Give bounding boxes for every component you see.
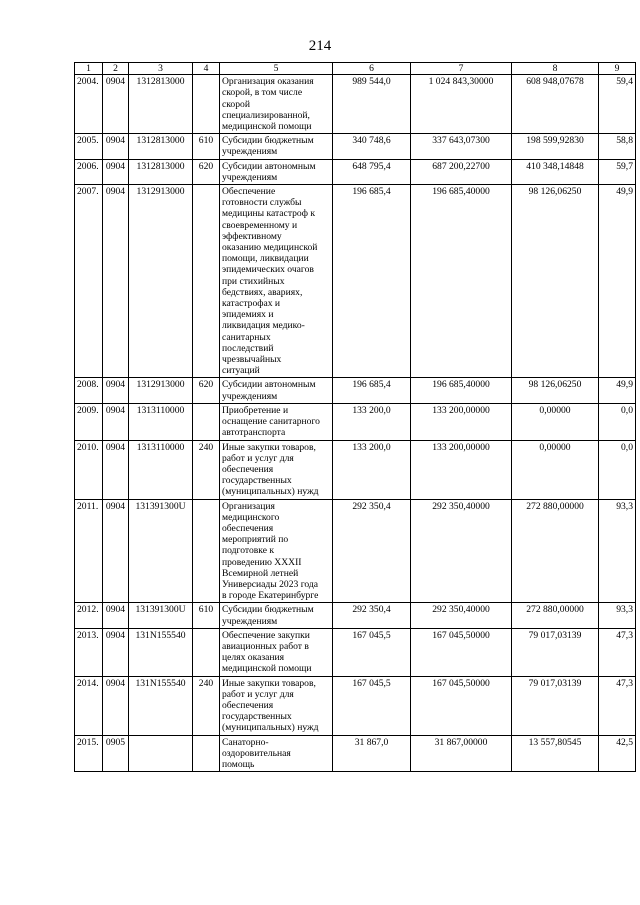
- approved-amount-cell: 648 795,4: [333, 159, 411, 184]
- item-name-line: учреждениям: [222, 171, 278, 183]
- item-name-line: работ и услуг для: [222, 452, 294, 464]
- expense-type-cell: [193, 75, 220, 134]
- target-code-cell: 131391300U: [129, 603, 193, 628]
- item-name-line: авиационных работ в: [222, 640, 309, 652]
- table-row: [75, 75, 636, 134]
- item-name-cell: [220, 603, 333, 628]
- expense-type-cell: [193, 499, 220, 603]
- item-name-line: ситуаций: [222, 365, 260, 377]
- refined-amount-cell: 196 685,40000: [411, 185, 512, 378]
- refined-amount-cell: 196 685,40000: [411, 378, 512, 403]
- header-cell: 1: [75, 63, 103, 75]
- item-name-line: санитарных: [222, 331, 271, 343]
- row-number-cell: 2010.: [75, 440, 103, 499]
- refined-amount-cell: 167 045,50000: [411, 676, 512, 735]
- table-row: [75, 403, 636, 440]
- approved-amount-cell: 989 544,0: [333, 75, 411, 134]
- target-code-cell: 131391300U: [129, 499, 193, 603]
- item-name-cell: [220, 499, 333, 603]
- item-name-line: оказанию медицинской: [222, 242, 318, 254]
- item-name-line: скорой, в том числе: [222, 87, 303, 99]
- item-name-line: помощи, ликвидации: [222, 253, 309, 265]
- approved-amount-cell: 133 200,0: [333, 440, 411, 499]
- item-name-line: своевременному и: [222, 219, 298, 231]
- expense-type-cell: [193, 185, 220, 378]
- item-name-line: ликвидация медико-: [222, 320, 305, 332]
- executed-amount-cell: 79 017,03139: [512, 628, 599, 676]
- expense-type-cell: [193, 735, 220, 772]
- section-code-cell: 0904: [103, 440, 129, 499]
- expense-type-cell: 620: [193, 378, 220, 403]
- section-code-cell: 0904: [103, 185, 129, 378]
- header-cell: 5: [220, 63, 333, 75]
- item-name-line: бедствиях, авариях,: [222, 286, 303, 298]
- item-name-line: целях оказания: [222, 652, 285, 664]
- refined-amount-cell: 133 200,00000: [411, 403, 512, 440]
- item-name-line: эффективному: [222, 230, 282, 242]
- item-name-cell: [220, 735, 333, 772]
- item-name-line: Организация оказания: [222, 76, 314, 88]
- percent-cell: 47,3: [599, 628, 636, 676]
- item-name-cell: [220, 628, 333, 676]
- executed-amount-cell: 272 880,00000: [512, 499, 599, 603]
- item-name-line: учреждениям: [222, 146, 278, 158]
- page-number: 214: [308, 38, 332, 54]
- table-row: [75, 676, 636, 735]
- executed-amount-cell: 98 126,06250: [512, 185, 599, 378]
- refined-amount-cell: 687 200,22700: [411, 159, 512, 184]
- header-cell: 2: [103, 63, 129, 75]
- executed-amount-cell: 13 557,80545: [512, 735, 599, 772]
- section-code-cell: 0904: [103, 134, 129, 159]
- executed-amount-cell: 98 126,06250: [512, 378, 599, 403]
- header-cell: 9: [599, 63, 636, 75]
- executed-amount-cell: 608 948,07678: [512, 75, 599, 134]
- item-name-line: последствий: [222, 342, 274, 354]
- approved-amount-cell: 340 748,6: [333, 134, 411, 159]
- refined-amount-cell: 31 867,00000: [411, 735, 512, 772]
- header-cell: 7: [411, 63, 512, 75]
- header-cell: 6: [333, 63, 411, 75]
- section-code-cell: 0905: [103, 735, 129, 772]
- item-name-cell: [220, 75, 333, 134]
- target-code-cell: 131N155540: [129, 628, 193, 676]
- section-code-cell: 0904: [103, 75, 129, 134]
- section-code-cell: 0904: [103, 378, 129, 403]
- item-name-line: Организация: [222, 500, 275, 512]
- section-code-cell: 0904: [103, 159, 129, 184]
- item-name-line: медицинской помощи: [222, 121, 312, 133]
- item-name-line: в городе Екатеринбурге: [222, 590, 319, 602]
- row-number-cell: 2008.: [75, 378, 103, 403]
- percent-cell: 0,0: [599, 403, 636, 440]
- item-name-line: работ и услуг для: [222, 688, 294, 700]
- executed-amount-cell: 198 599,92830: [512, 134, 599, 159]
- item-name-line: Обеспечение: [222, 186, 276, 198]
- row-number-cell: 2011.: [75, 499, 103, 603]
- item-name-line: катастрофах и: [222, 298, 281, 310]
- item-name-line: (муниципальных) нужд: [222, 722, 319, 734]
- header-cell: 8: [512, 63, 599, 75]
- row-number-cell: 2007.: [75, 185, 103, 378]
- refined-amount-cell: 292 350,40000: [411, 603, 512, 628]
- percent-cell: 59,4: [599, 75, 636, 134]
- expense-type-cell: [193, 403, 220, 440]
- item-name-line: Субсидии автономным: [222, 379, 316, 391]
- target-code-cell: 1313110000: [129, 440, 193, 499]
- executed-amount-cell: 79 017,03139: [512, 676, 599, 735]
- percent-cell: 93,3: [599, 499, 636, 603]
- item-name-line: государственных: [222, 711, 292, 723]
- table-row: [75, 378, 636, 403]
- target-code-cell: 131N155540: [129, 676, 193, 735]
- table-row: [75, 159, 636, 184]
- expense-type-cell: 240: [193, 440, 220, 499]
- refined-amount-cell: 292 350,40000: [411, 499, 512, 603]
- table-row: [75, 440, 636, 499]
- item-name-line: эпидемических очагов: [222, 264, 314, 276]
- percent-cell: 42,5: [599, 735, 636, 772]
- percent-cell: 58,8: [599, 134, 636, 159]
- item-name-line: государственных: [222, 475, 292, 487]
- item-name-line: обеспечения: [222, 522, 274, 534]
- executed-amount-cell: 0,00000: [512, 403, 599, 440]
- approved-amount-cell: 31 867,0: [333, 735, 411, 772]
- percent-cell: 49,9: [599, 185, 636, 378]
- approved-amount-cell: 167 045,5: [333, 628, 411, 676]
- approved-amount-cell: 133 200,0: [333, 403, 411, 440]
- target-code-cell: 1312813000: [129, 134, 193, 159]
- expense-type-cell: 620: [193, 159, 220, 184]
- item-name-line: Субсидии бюджетным: [222, 604, 314, 616]
- target-code-cell: 1312913000: [129, 378, 193, 403]
- item-name-line: готовности службы: [222, 197, 302, 209]
- row-number-cell: 2013.: [75, 628, 103, 676]
- table-row: [75, 603, 636, 628]
- row-number-cell: 2015.: [75, 735, 103, 772]
- target-code-cell: [129, 735, 193, 772]
- table-row: [75, 628, 636, 676]
- row-number-cell: 2006.: [75, 159, 103, 184]
- refined-amount-cell: 337 643,07300: [411, 134, 512, 159]
- section-code-cell: 0904: [103, 499, 129, 603]
- item-name-line: помощь: [222, 758, 255, 770]
- target-code-cell: 1313110000: [129, 403, 193, 440]
- table-row: [75, 134, 636, 159]
- header-cell: 4: [193, 63, 220, 75]
- item-name-cell: [220, 676, 333, 735]
- item-name-line: проведению XXXII: [222, 556, 302, 568]
- item-name-cell: [220, 403, 333, 440]
- row-number-cell: 2005.: [75, 134, 103, 159]
- item-name-line: медицинской помощи: [222, 663, 312, 675]
- percent-cell: 49,9: [599, 378, 636, 403]
- percent-cell: 93,3: [599, 603, 636, 628]
- item-name-line: учреждениям: [222, 390, 278, 402]
- percent-cell: 47,3: [599, 676, 636, 735]
- item-name-line: Всемирной летней: [222, 567, 299, 579]
- refined-amount-cell: 167 045,50000: [411, 628, 512, 676]
- budget-table: [74, 62, 636, 772]
- table-row: [75, 499, 636, 603]
- executed-amount-cell: 0,00000: [512, 440, 599, 499]
- item-name-line: обеспечения: [222, 699, 274, 711]
- section-code-cell: 0904: [103, 603, 129, 628]
- expense-type-cell: 610: [193, 603, 220, 628]
- percent-cell: 59,7: [599, 159, 636, 184]
- item-name-line: эпидемиях и: [222, 309, 274, 321]
- refined-amount-cell: 1 024 843,30000: [411, 75, 512, 134]
- approved-amount-cell: 292 350,4: [333, 499, 411, 603]
- section-code-cell: 0904: [103, 676, 129, 735]
- item-name-cell: [220, 440, 333, 499]
- section-code-cell: 0904: [103, 628, 129, 676]
- section-code-cell: 0904: [103, 403, 129, 440]
- approved-amount-cell: 167 045,5: [333, 676, 411, 735]
- executed-amount-cell: 410 348,14848: [512, 159, 599, 184]
- item-name-line: Субсидии автономным: [222, 160, 316, 172]
- table-row: [75, 735, 636, 772]
- refined-amount-cell: 133 200,00000: [411, 440, 512, 499]
- item-name-line: Субсидии бюджетным: [222, 135, 314, 147]
- item-name-line: специализированной,: [222, 109, 310, 121]
- item-name-cell: [220, 378, 333, 403]
- item-name-line: Санаторно-: [222, 736, 269, 748]
- item-name-line: оснащение санитарного: [222, 416, 320, 428]
- expense-type-cell: 240: [193, 676, 220, 735]
- item-name-line: обеспечения: [222, 463, 274, 475]
- item-name-line: Иные закупки товаров,: [222, 677, 316, 689]
- row-number-cell: 2014.: [75, 676, 103, 735]
- item-name-line: мероприятий по: [222, 534, 289, 546]
- approved-amount-cell: 196 685,4: [333, 378, 411, 403]
- expense-type-cell: [193, 628, 220, 676]
- target-code-cell: 1312813000: [129, 75, 193, 134]
- row-number-cell: 2004.: [75, 75, 103, 134]
- item-name-line: автотранспорта: [222, 427, 286, 439]
- approved-amount-cell: 292 350,4: [333, 603, 411, 628]
- item-name-line: Приобретение и: [222, 404, 289, 416]
- item-name-line: Иные закупки товаров,: [222, 441, 316, 453]
- item-name-line: медицины катастроф к: [222, 208, 315, 220]
- item-name-line: чрезвычайных: [222, 354, 282, 366]
- executed-amount-cell: 272 880,00000: [512, 603, 599, 628]
- item-name-cell: [220, 134, 333, 159]
- expense-type-cell: 610: [193, 134, 220, 159]
- item-name-line: скорой: [222, 98, 250, 110]
- approved-amount-cell: 196 685,4: [333, 185, 411, 378]
- target-code-cell: 1312913000: [129, 185, 193, 378]
- percent-cell: 0,0: [599, 440, 636, 499]
- header-row: [75, 63, 636, 75]
- row-number-cell: 2009.: [75, 403, 103, 440]
- item-name-line: медицинского: [222, 511, 280, 523]
- table-row: [75, 185, 636, 378]
- item-name-line: Обеспечение закупки: [222, 629, 310, 641]
- item-name-line: оздоровительная: [222, 747, 291, 759]
- item-name-cell: [220, 185, 333, 378]
- header-cell: 3: [129, 63, 193, 75]
- item-name-line: (муниципальных) нужд: [222, 486, 319, 498]
- row-number-cell: 2012.: [75, 603, 103, 628]
- item-name-line: подготовке к: [222, 545, 275, 557]
- item-name-line: Универсиады 2023 года: [222, 578, 319, 590]
- item-name-line: при стихийных: [222, 275, 285, 287]
- table-body: [75, 75, 636, 772]
- item-name-cell: [220, 159, 333, 184]
- item-name-line: учреждениям: [222, 615, 278, 627]
- target-code-cell: 1312813000: [129, 159, 193, 184]
